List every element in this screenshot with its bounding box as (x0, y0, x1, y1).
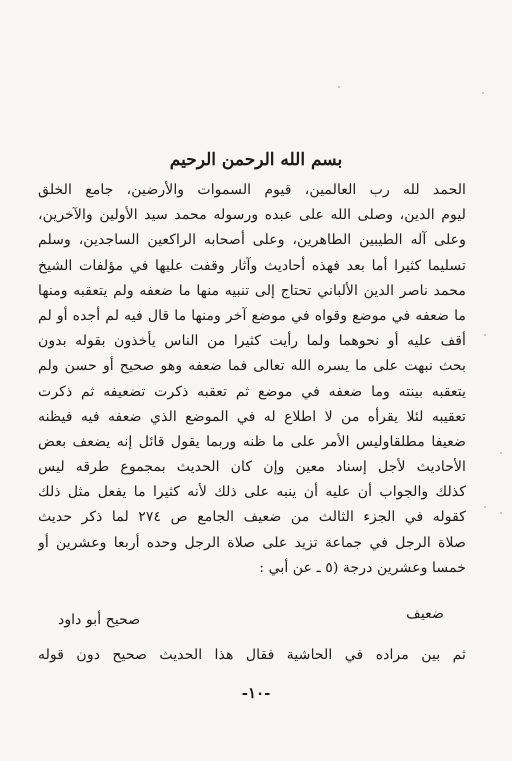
hadith-grades (38, 606, 466, 630)
scan-speck (338, 86, 340, 88)
scan-speck (484, 506, 486, 508)
body-line: خمسا وعشرين درجة (٥ ـ عن أبي : (259, 559, 466, 576)
grade-weak: ضعيف (406, 606, 444, 622)
body-line: ليوم الدين، وصلى الله على عبده ورسوله محمد سيد الأولين والآخرين، (38, 207, 466, 224)
body-text (38, 178, 466, 581)
scan-speck (500, 512, 502, 514)
body-line: بحث نبهت على ما يسره الله تعالى فما ضعفه وهو صحيح أو حسن ولم (38, 358, 466, 375)
body-line: كقوله في الجزء الثالث من ضعيف الجامع ص ٢٧٤ لما ذكر حديث (38, 509, 466, 526)
body-line: صلاة الرجل في جماعة تزيد على صلاة الرجل وحده أربعا وعشرين أو (38, 534, 466, 551)
body-line: تسليما كثيرا أما بعد فهذه أحاديث وآثار وقفت عليها في مؤلفات الشيخ (38, 257, 466, 274)
body-line: الحمد لله رب العالمين، قيوم السموات والأرضين، جامع الخلق (38, 182, 466, 198)
body-line: محمد ناصر الدين الألباني تحتاج إلى تنبيه منها ما ضعفه ولم يتعقبه ومنها (38, 282, 466, 299)
body-line: يتعقبه بينته وما ضعفه في موضع ثم تعقبه ذكرت تضعيفه ثم ذكرت (38, 383, 466, 400)
body-line: ما ضعفه في موضع وقواه في موضع آخر ومنها ما قال فيه لم أجده أو لم (38, 307, 466, 324)
body-line: أقف عليه أو نحوهما ولما رأيت كثيرا من الناس يأخذون بقوله بدون (38, 333, 466, 350)
grade-sahih-abu-dawud: صحيح أبو داود (58, 612, 141, 628)
body-line: ضعيفا مطلقاوليس الأمر على ما ظنه وربما يقول قائل إنه يضعف بعض (38, 433, 466, 450)
body-line: الأحاديث لأجل إسناد معين وإن كان الحديث بمجموع طرقه ليس (38, 459, 466, 476)
body-line: وعلى آله الطيبين الطاهرين، وعلى أصحابه الراكعين الساجدين، وسلم (38, 232, 466, 249)
body-line: تعقيبه لئلا يقرأه من لا اطلاع له في الموضع الذي ضعفه فيه فيظنه (38, 408, 466, 425)
continuation-line: ثم بين مراده في الحاشية فقال هذا الحديث صحيح دون قوله (38, 647, 466, 663)
scan-speck (482, 92, 484, 94)
scan-speck (484, 334, 486, 336)
basmala-heading: بسم الله الرحمن الرحيم (169, 150, 343, 170)
page-number: -١٠- (241, 684, 271, 702)
body-line: كذلك والجواب أن عليه أن ينبه على ذلك لأنه كثيرا ما يفعل مثل ذلك (38, 484, 466, 501)
scan-speck (500, 452, 502, 454)
